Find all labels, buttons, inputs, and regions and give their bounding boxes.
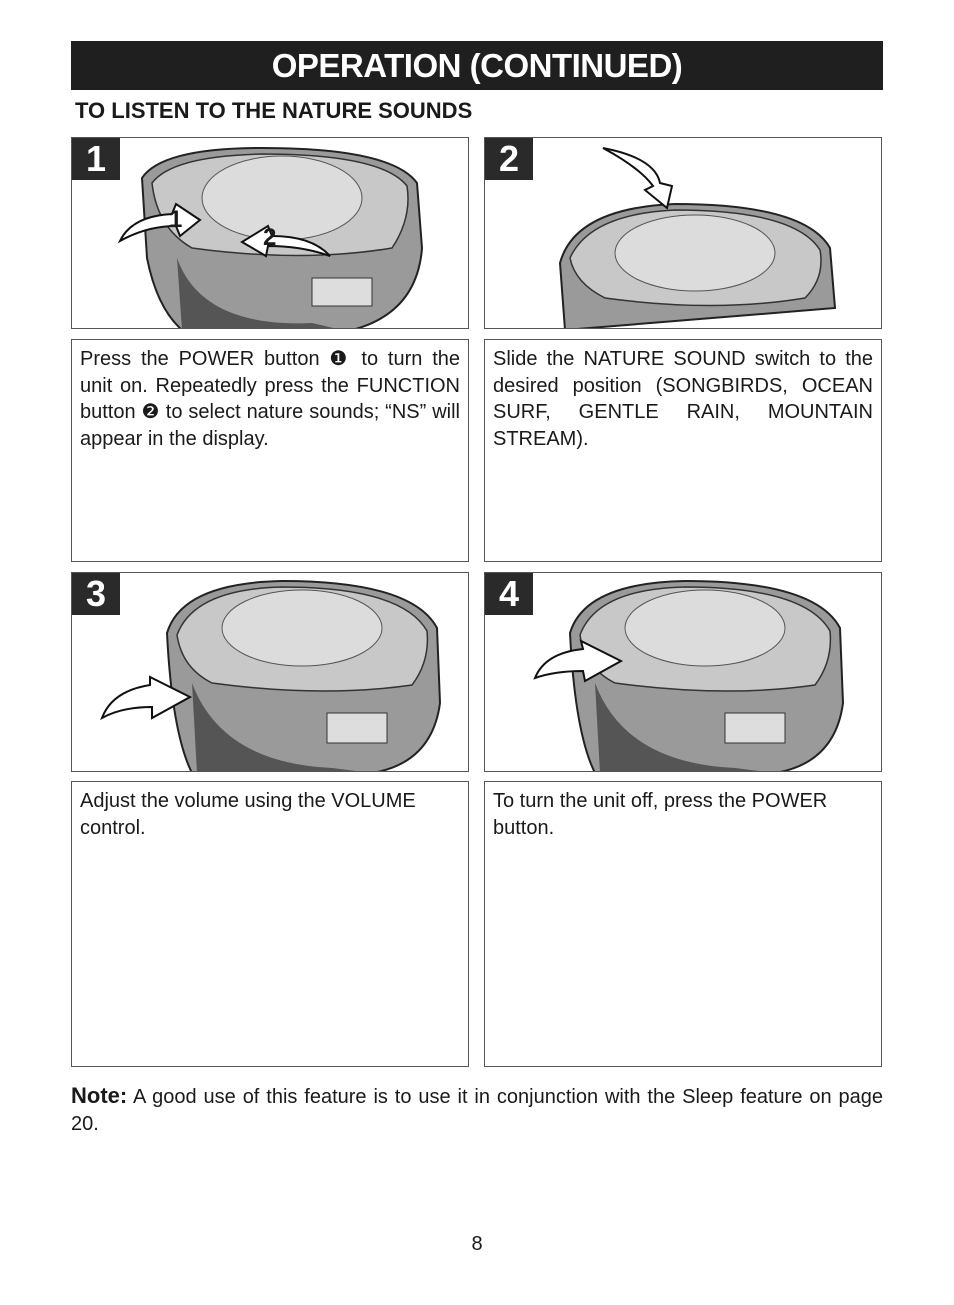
step-3-instructions: Adjust the volume using the VOLUME control. xyxy=(71,781,469,1067)
step-number-badge: 4 xyxy=(485,573,533,615)
step-1-instructions: Press the POWER button ❶ to turn the unit on. Repeatedly press the FUNCTION button ❷ to select nature sounds; “NS” will appear in the display. xyxy=(71,339,469,562)
step-4-illustration xyxy=(484,572,882,772)
step-4-instructions: To turn the unit off, press the POWER button. xyxy=(484,781,882,1067)
step-3-illustration xyxy=(71,572,469,772)
step-2-instructions: Slide the NATURE SOUND switch to the desired position (SONGBIRDS, OCEAN SURF, GENTLE RAIN, MOUNTAIN STREAM). xyxy=(484,339,882,562)
callout-1-label: 1 xyxy=(169,206,183,233)
step-number-badge: 3 xyxy=(72,573,120,615)
step-number-badge: 1 xyxy=(72,138,120,180)
cd-player-illustration xyxy=(485,138,882,329)
cd-player-illustration xyxy=(72,573,469,772)
note-paragraph xyxy=(71,1082,883,1138)
note-label: Note: xyxy=(71,1083,128,1108)
page-header: OPERATION (CONTINUED) xyxy=(71,41,883,90)
cd-player-illustration xyxy=(485,573,882,772)
step-1-illustration xyxy=(71,137,469,329)
step-number-badge: 2 xyxy=(485,138,533,180)
note-text: A good use of this feature is to use it in conjunction with the Sleep feature on page 20. xyxy=(71,1086,883,1135)
step-2-illustration xyxy=(484,137,882,329)
section-title: TO LISTEN TO THE NATURE SOUNDS xyxy=(75,98,473,123)
page-number: 8 xyxy=(471,1233,483,1255)
callout-2-label: 2 xyxy=(263,224,277,251)
